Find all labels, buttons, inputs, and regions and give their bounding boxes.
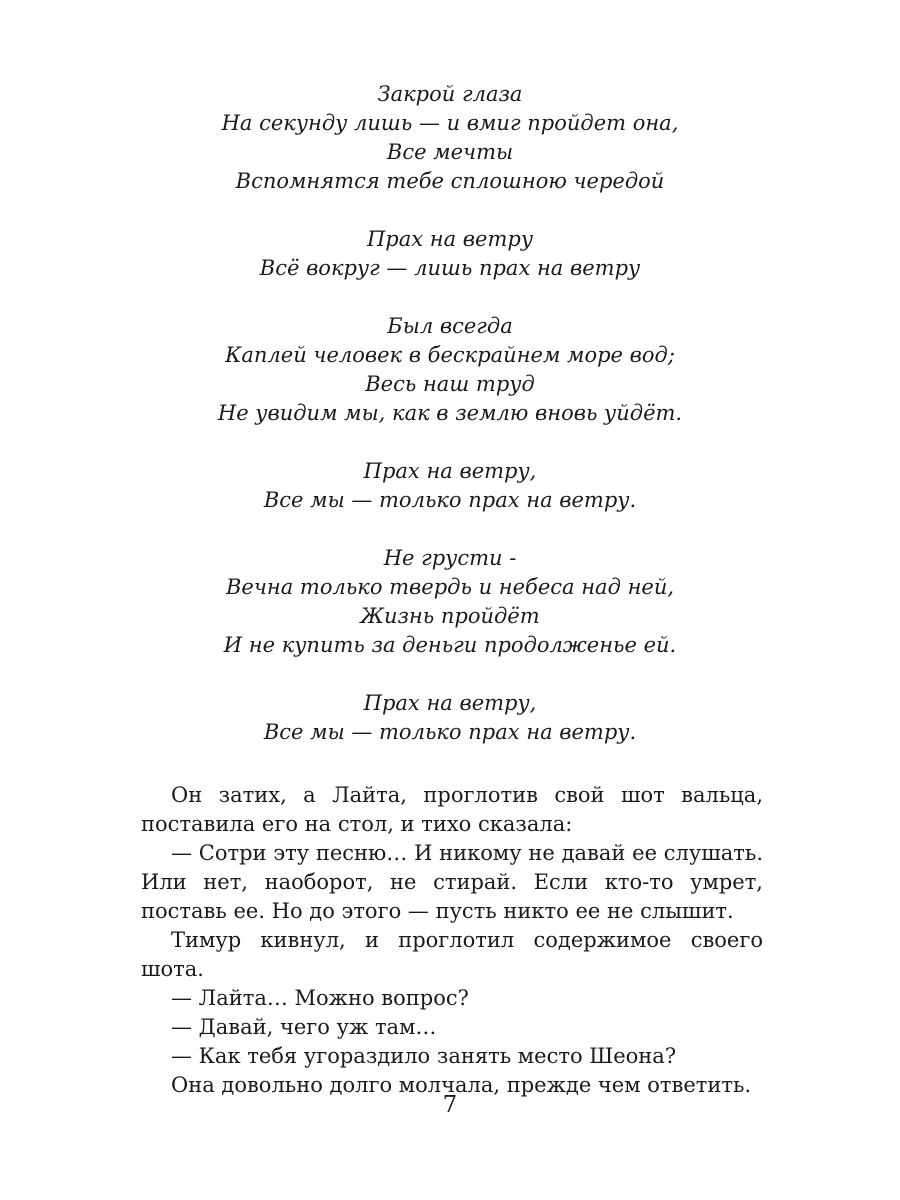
- poem-line: Закрой глаза: [377, 82, 523, 106]
- stanza: [0, 312, 900, 428]
- poem-line: Вечна только твердь и небеса над ней,: [225, 575, 675, 599]
- stanza: [0, 544, 900, 660]
- stanza: [0, 689, 900, 747]
- page-number: 7: [442, 1092, 458, 1118]
- paragraph: — Как тебя угораздило занять место Шеона?: [171, 1044, 677, 1068]
- poem-line: Весь наш труд: [365, 372, 535, 396]
- paragraph: — Лайта… Можно вопрос?: [171, 986, 469, 1010]
- stanza: [0, 80, 900, 196]
- poem-line: Каплей человек в бескрайнем море вод;: [225, 343, 675, 367]
- paragraph: — Давай, чего уж там…: [171, 1015, 437, 1039]
- poem-line: Все мы — только прах на ветру.: [263, 720, 637, 744]
- poem-line: Не грусти -: [383, 546, 517, 570]
- paragraph: Она довольно долго молчала, прежде чем ответить.: [171, 1073, 752, 1097]
- poem-line: Прах на ветру: [366, 227, 533, 251]
- poem: [0, 80, 900, 747]
- prose-text: [141, 781, 763, 1100]
- paragraph: Тимур кивнул, и проглотил содержимое своего шота.: [141, 928, 763, 981]
- paragraph: — Сотри эту песню… И никому не давай ее слушать. Или нет, наоборот, не стирай. Если кто-то умрет, поставь ее. Но до этого — пусть никто ее не слышит.: [141, 841, 763, 923]
- poem-line: Все мечты: [386, 140, 514, 164]
- stanza: [0, 225, 900, 283]
- poem-line: Вспомнятся тебе сплошною чередой: [235, 169, 665, 193]
- poem-line: Был всегда: [387, 314, 513, 338]
- poem-line: Все мы — только прах на ветру.: [263, 488, 637, 512]
- poem-line: Не увидим мы, как в землю вновь уйдёт.: [217, 401, 683, 425]
- poem-line: Прах на ветру,: [363, 691, 537, 715]
- poem-line: Прах на ветру,: [363, 459, 537, 483]
- stanza: [0, 457, 900, 515]
- poem-line: Всё вокруг — лишь прах на ветру: [259, 256, 641, 280]
- poem-line: Жизнь пройдёт: [360, 604, 540, 628]
- poem-line: На секунду лишь — и вмиг пройдет она,: [221, 111, 679, 135]
- poem-line: И не купить за деньги продолженье ей.: [223, 633, 677, 657]
- paragraph: Он затих, а Лайта, проглотив свой шот вальца, поставила его на стол, и тихо сказала:: [141, 783, 763, 836]
